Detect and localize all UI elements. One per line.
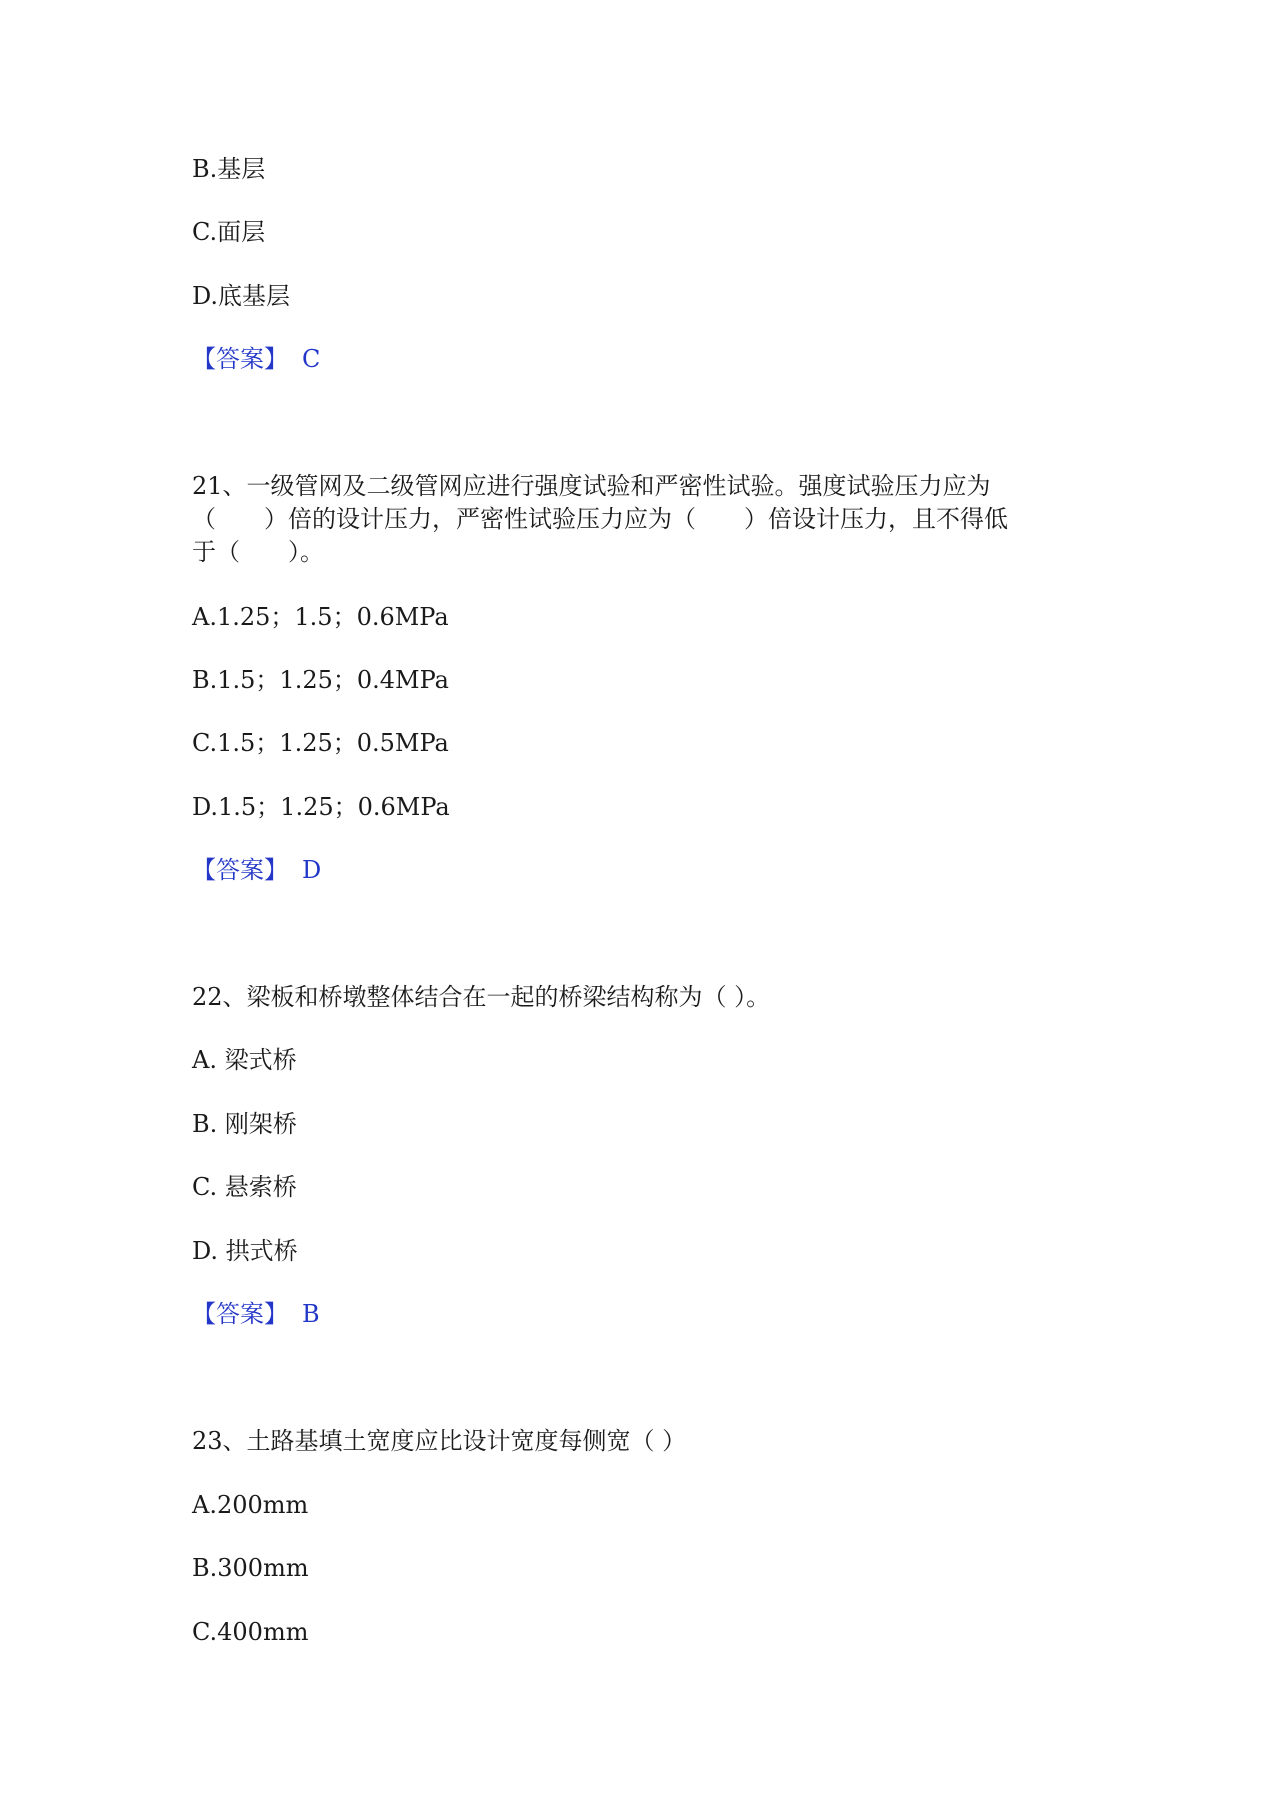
answer-line <box>192 342 320 376</box>
question-22-answer <box>192 1297 320 1331</box>
option-d: D.底基层 <box>192 282 291 310</box>
answer-value: B <box>302 1300 320 1328</box>
question-21-stem-line-1: 21、一级管网及二级管网应进行强度试验和严密性试验。强度试验压力应为 <box>192 472 991 500</box>
question-21-stem-line-2: （ ）倍的设计压力，严密性试验压力应为（ ）倍设计压力，且不得低 <box>192 505 1008 533</box>
answer-label: 【答案】 <box>192 856 288 884</box>
question-21-stem-line-3: 于（ ）。 <box>192 538 324 566</box>
question-21-answer <box>192 853 321 887</box>
question-21-option-d: D.1.5；1.25；0.6MPa <box>192 793 450 821</box>
question-22-option-c: C. 悬索桥 <box>192 1173 297 1201</box>
question-21-option-c: C.1.5；1.25；0.5MPa <box>192 729 449 757</box>
option-c: C.面层 <box>192 218 266 246</box>
question-23-stem: 23、土路基填土宽度应比设计宽度每侧宽（ ） <box>192 1427 687 1455</box>
question-21-option-b: B.1.5；1.25；0.4MPa <box>192 666 449 694</box>
answer-label: 【答案】 <box>192 1300 288 1328</box>
answer-value: C <box>302 345 321 373</box>
question-23-option-b: B.300mm <box>192 1554 309 1582</box>
question-21-option-a: A.1.25；1.5；0.6MPa <box>192 603 449 631</box>
question-22-option-d: D. 拱式桥 <box>192 1237 298 1265</box>
answer-label: 【答案】 <box>192 345 288 373</box>
answer-value: D <box>302 856 322 884</box>
question-22-option-a: A. 梁式桥 <box>192 1046 297 1074</box>
question-23-option-c: C.400mm <box>192 1618 309 1646</box>
option-b: B.基层 <box>192 155 266 183</box>
question-22-stem: 22、梁板和桥墩整体结合在一起的桥梁结构称为（ ）。 <box>192 983 771 1011</box>
question-23-option-a: A.200mm <box>192 1491 309 1519</box>
question-22-option-b: B. 刚架桥 <box>192 1110 297 1138</box>
